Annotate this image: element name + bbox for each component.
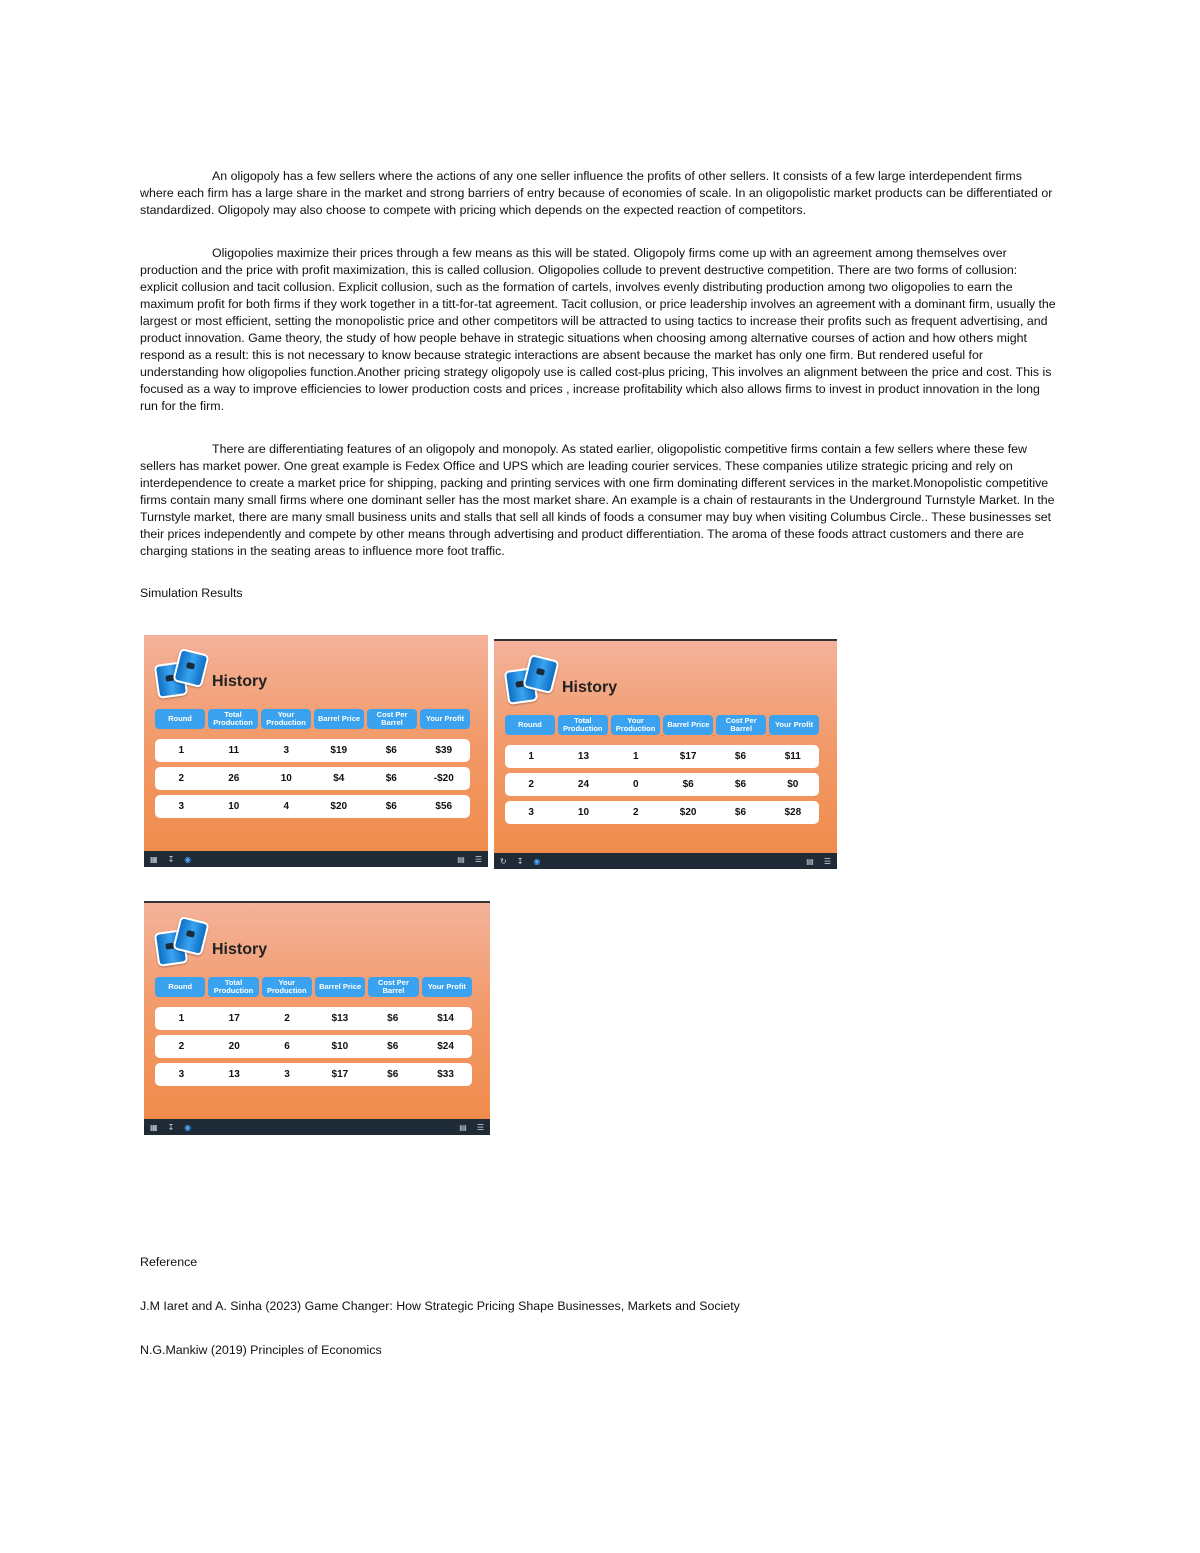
taskbar [144, 851, 488, 867]
cell-barrel-price: $20 [330, 801, 348, 812]
cell-round: 1 [178, 745, 185, 756]
column-header-total-production: Total Production [208, 709, 258, 729]
cell-your-profit: $14 [437, 1013, 454, 1024]
history-rows [155, 1007, 472, 1091]
column-header-cost-per-barrel: Cost Per Barrel [368, 977, 418, 997]
download-icon[interactable]: ↧ [167, 854, 175, 864]
cell-your-production: 3 [283, 745, 290, 756]
cell-your-profit: $28 [784, 807, 802, 818]
tray-icon[interactable]: ▤ [459, 1122, 467, 1132]
history-column-headers [505, 715, 819, 735]
cell-barrel-price: $17 [679, 751, 697, 762]
table-row [505, 801, 819, 824]
history-title: History [562, 679, 618, 696]
cell-cost-per-barrel: $6 [385, 773, 397, 784]
cell-cost-per-barrel: $6 [385, 801, 397, 812]
cell-barrel-price: $13 [331, 1013, 349, 1024]
app-icon[interactable]: ◉ [184, 854, 192, 864]
start-icon[interactable]: ▦ [150, 854, 158, 864]
history-header [156, 649, 267, 695]
table-row [155, 767, 470, 790]
cell-your-production: 6 [284, 1041, 290, 1052]
column-header-cost-per-barrel: Cost Per Barrel [367, 709, 417, 729]
reference-label: Reference [140, 1255, 198, 1269]
cell-your-profit: $11 [784, 751, 801, 762]
cell-cost-per-barrel: $6 [734, 779, 747, 790]
cell-barrel-price: $6 [682, 779, 694, 790]
cell-your-profit: $39 [435, 745, 453, 756]
cell-round: 3 [178, 1069, 185, 1080]
history-rows [505, 745, 819, 829]
cell-cost-per-barrel: $6 [734, 751, 747, 762]
history-screenshot-1 [144, 635, 488, 867]
column-header-barrel-price: Barrel Price [314, 709, 364, 729]
oil-barrels-icon [156, 649, 208, 695]
cell-total-production: 13 [228, 1069, 240, 1080]
download-icon[interactable]: ↧ [167, 1122, 175, 1132]
table-row [155, 1035, 472, 1058]
table-row [155, 1007, 472, 1030]
menu-icon[interactable]: ☰ [474, 854, 482, 864]
column-header-your-production: Your Production [262, 977, 312, 997]
column-header-total-production: Total Production [208, 977, 258, 997]
cell-total-production: 24 [577, 779, 590, 790]
history-screenshot-3 [144, 901, 490, 1135]
column-header-barrel-price: Barrel Price [315, 977, 365, 997]
paragraph-collusion: Oligopolies maximize their prices through a few means as this will be stated. Oligopoly firms come up with an agreement among themselves over production and the price with profit maximization, this is called collusion. Oligopolies collude to prevent destructive competition. There are two forms of collusion: explicit collusion and tacit collusion. Explicit collusion, such as the formation of cartels, involves evenly distributing production among two oligopolies to earn the maximum profit for both firms if they work together in a titt-for-tat agreement. Tacit collusion, or price leadership involves an agreement with a dominant firm, usually the largest or most efficient, setting the monopolistic price and other competitors will be attracted to using tactics to increase their profits such as frequent advertising, and product innovation. Game theory, the study of how people behave in strategic situations when choosing among alternative courses of action and how others might respond as a result: this is not necessary to know because strategic interactions are absent because the market has only one firm. But rendered useful for understanding how oligopolies function.Another pricing strategy oligopoly use is called cost-plus pricing, This involves an alignment between the price and cost. This is focused as a way to improve efficiencies to lower production costs and prices , increase profitability which also allows firms to invest in product innovation in the long run for the firm. [140, 246, 1056, 413]
history-header [156, 917, 267, 963]
table-row [155, 795, 470, 818]
column-header-cost-per-barrel: Cost Per Barrel [716, 715, 766, 735]
cell-barrel-price: $4 [333, 773, 345, 784]
history-column-headers [155, 977, 472, 997]
cell-total-production: 20 [228, 1041, 240, 1052]
cell-your-production: 10 [280, 773, 292, 784]
cell-total-production: 17 [228, 1013, 240, 1024]
cell-round: 2 [178, 773, 185, 784]
cell-barrel-price: $20 [679, 807, 697, 818]
menu-icon[interactable]: ☰ [476, 1122, 484, 1132]
cell-barrel-price: $10 [331, 1041, 349, 1052]
column-header-your-profit: Your Profit [420, 709, 470, 729]
cell-round: 3 [528, 807, 534, 818]
cell-cost-per-barrel: $6 [387, 1041, 399, 1052]
cell-total-production: 10 [228, 801, 240, 812]
cell-cost-per-barrel: $6 [387, 1013, 399, 1024]
column-header-round: Round [155, 709, 205, 729]
cell-total-production: 13 [577, 751, 590, 762]
cell-your-production: 1 [633, 751, 639, 762]
column-header-your-profit: Your Profit [422, 977, 472, 997]
cell-your-production: 3 [284, 1069, 290, 1080]
cell-round: 1 [178, 1013, 185, 1024]
cell-your-production: 0 [633, 779, 639, 790]
cell-your-profit: $24 [437, 1041, 454, 1052]
cell-your-production: 2 [284, 1013, 290, 1024]
refresh-icon[interactable]: ↻ [500, 856, 507, 866]
column-header-your-profit: Your Profit [769, 715, 819, 735]
paragraph-oligopoly-definition: An oligopoly has a few sellers where the actions of any one seller influence the profits of other sellers. It consists of a few large interdependent firms where each firm has a large share in the market and strong barriers of entry because of economies of scale. In an oligopolistic market products can be differentiated or standardized. Oligopoly may also choose to compete with pricing which depends on the expected reaction of competitors. [140, 169, 1053, 217]
cell-round: 2 [178, 1041, 185, 1052]
cell-total-production: 10 [577, 807, 590, 818]
cell-cost-per-barrel: $6 [387, 1069, 399, 1080]
oil-barrels-icon [506, 655, 558, 701]
table-row [505, 773, 819, 796]
start-icon[interactable]: ▦ [150, 1122, 158, 1132]
cell-total-production: 26 [228, 773, 240, 784]
paragraph-differentiating-features: There are differentiating features of an oligopoly and monopoly. As stated earlier, oligopolistic competitive firms contain a few sellers where these few sellers has market power. One great example is Fedex Office and UPS which are leading courier services. These companies utilize strategic pricing and rely on interdependence to create a market price for shipping, packing and printing services with one firm dominating different services in the market.Monopolistic competitive firms contain many small firms where one dominant seller has the most market share. An example is a chain of restaurants in the Underground Turnstyle Market. In the Turnstyle market, there are many small business units and stalls that sell all kinds of foods a consumer may buy when visiting Columbus Circle.. These businesses set their prices independently and compete by other means through advertising and product differentiation. The aroma of these foods attract customers and there are charging stations in the seating areas to influence more foot traffic. [140, 442, 1055, 558]
table-row [155, 739, 470, 762]
history-column-headers [155, 709, 470, 729]
column-header-total-production: Total Production [558, 715, 608, 735]
column-header-your-production: Your Production [261, 709, 311, 729]
reference-item: N.G.Mankiw (2019) Principles of Economics [140, 1343, 382, 1357]
column-header-your-production: Your Production [611, 715, 661, 735]
history-title: History [212, 941, 268, 958]
cell-cost-per-barrel: $6 [734, 807, 747, 818]
cell-cost-per-barrel: $6 [385, 745, 397, 756]
history-header [506, 655, 617, 701]
download-icon[interactable]: ↧ [516, 856, 524, 866]
tray-icon[interactable]: ▤ [457, 854, 465, 864]
cell-barrel-price: $17 [331, 1069, 349, 1080]
document-body [140, 168, 1058, 600]
app-icon[interactable]: ◉ [533, 856, 541, 866]
cell-your-profit: -$20 [433, 773, 454, 784]
taskbar [494, 853, 837, 869]
cell-round: 2 [528, 779, 534, 790]
reference-item: J.M Iaret and A. Sinha (2023) Game Changer: How Strategic Pricing Shape Businesses, Markets and Society [140, 1299, 740, 1313]
history-screenshot-2 [494, 639, 837, 869]
app-icon[interactable]: ◉ [184, 1122, 192, 1132]
table-row [505, 745, 819, 768]
cell-total-production: 11 [228, 745, 240, 756]
cell-your-profit: $33 [437, 1069, 454, 1080]
column-header-round: Round [155, 977, 205, 997]
cell-your-production: 2 [633, 807, 639, 818]
cell-your-profit: $0 [787, 779, 799, 790]
taskbar [144, 1119, 490, 1135]
table-row [155, 1063, 472, 1086]
column-header-barrel-price: Barrel Price [663, 715, 713, 735]
cell-round: 3 [178, 801, 185, 812]
menu-icon[interactable]: ☰ [823, 856, 831, 866]
column-header-round: Round [505, 715, 555, 735]
history-rows [155, 739, 470, 823]
tray-icon[interactable]: ▤ [806, 856, 814, 866]
history-title: History [212, 673, 268, 690]
simulation-results-label: Simulation Results [140, 586, 243, 600]
cell-your-profit: $56 [435, 801, 453, 812]
cell-round: 1 [528, 751, 534, 762]
cell-barrel-price: $19 [330, 745, 348, 756]
cell-your-production: 4 [283, 801, 290, 812]
oil-barrels-icon [156, 917, 208, 963]
